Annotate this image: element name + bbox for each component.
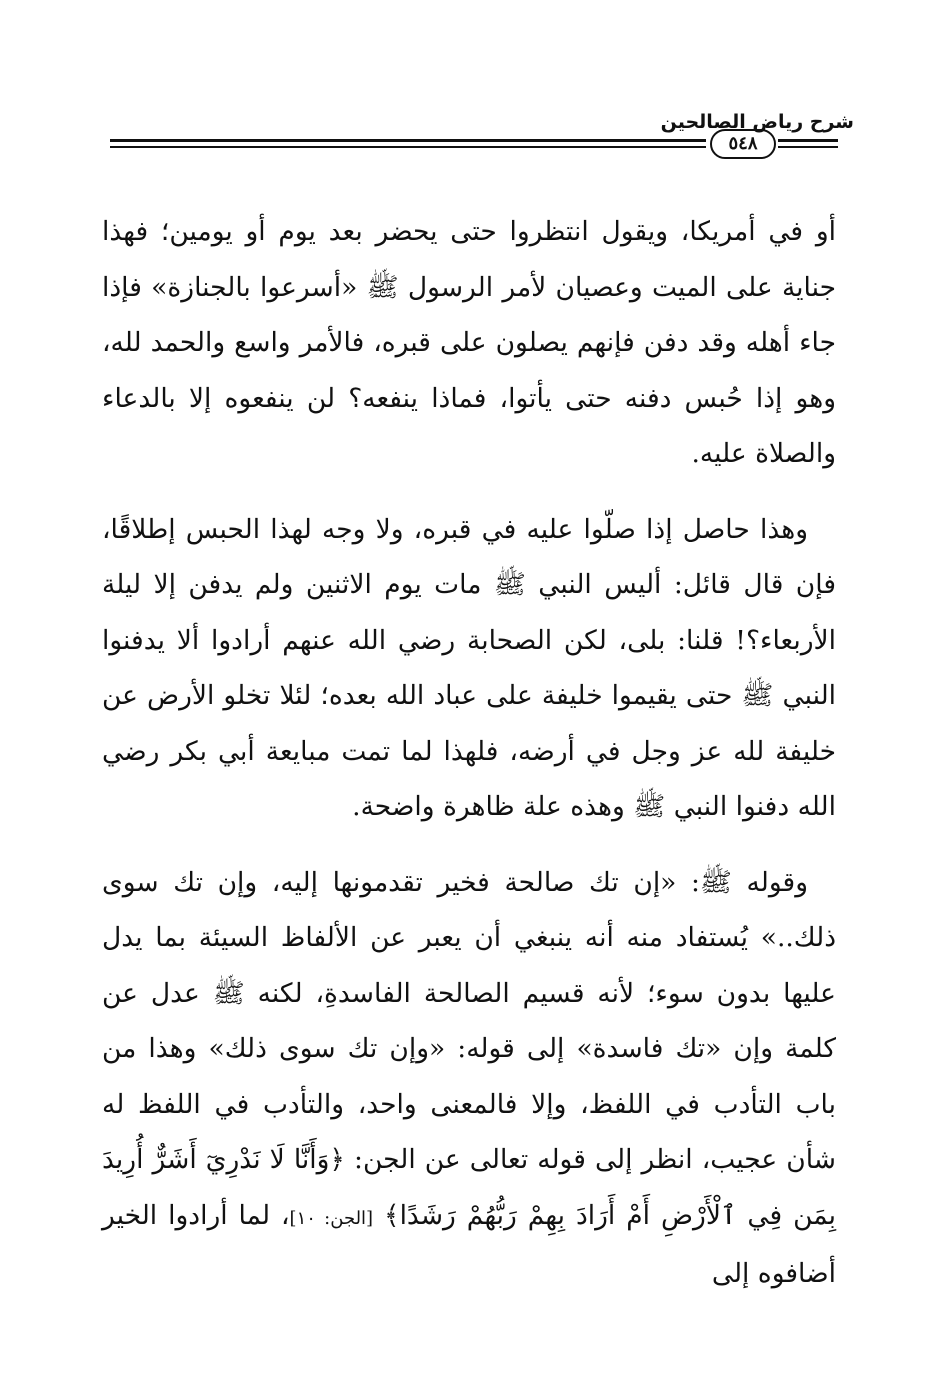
quran-verse: ﴿وَأَنَّا لَا نَدْرِيٓ أَشَرٌّ أُرِيدَ بِمَن فِي ٱلْأَرْضِ أَمْ أَرَادَ بِهِمْ رَبُّهُمْ رَشَدًا﴾ [102, 1144, 836, 1231]
paragraph-3-text: وقوله ﷺ: «إن تك صالحة فخير تقدمونها إليه، وإن تك سوى ذلك..» يُستفاد منه أنه ينبغي أن يعبر عن الألفاظ السيئة بما يدل عليها بدون سوء؛ لأنه قسيم الصالحة الفاسدةِ، لكنه ﷺ عدل عن كلمة وإن «تك فاسدة» إلى قوله: «وإن تك سوى ذلك» وهذا من باب التأدب في اللفظ، وإلا فالمعنى واحد، والتأدب في اللفظ له شأن عجيب، انظر إلى قوله تعالى عن الجن: [102, 866, 837, 1175]
paragraph-2: وهذا حاصل إذا صلّوا عليه في قبره، ولا وجه لهذا الحبس إطلاقًا، فإن قال قائل: أليس النبي ﷺ مات يوم الاثنين ولم يدفن إلا ليلة الأربعاء؟! قلنا: بلى، لكن الصحابة رضي الله عنهم أرادوا ألا يدفنوا النبي ﷺ حتى يقيموا خليفة على عباد الله بعده؛ لئلا تخلو الأرض عن خليفة لله عز وجل في أرضه، فلهذا لما تمت مبايعة أبي بكر رضي الله دفنوا النبي ﷺ وهذه علة ظاهرة واضحة. [102, 513, 836, 822]
paragraph-3 [102, 855, 836, 1302]
book-title: شرح رياض الصالحين [660, 111, 854, 133]
paragraph-3-tail: ، لما أرادوا الخير أضافوه إلى [102, 1199, 836, 1289]
page-body [102, 204, 836, 1302]
quran-citation: [الجن: ١٠] [289, 1207, 374, 1229]
header-rule-right [778, 139, 838, 148]
paragraph-1: أو في أمريكا، ويقول انتظروا حتى يحضر بعد يوم أو يومين؛ فهذا جناية على الميت وعصيان لأمر الرسول ﷺ «أسرعوا بالجنازة» فإذا جاء أهله وقد دفن فإنهم يصلون على قبره، فالأمر واسع والحمد لله، وهو إذا حُبس دفنه حتى يأتوا، فماذا ينفعه؟ لن ينفعوه إلا بالدعاء والصلاة عليه. [102, 216, 836, 469]
page-header [0, 0, 949, 170]
header-rule-left [110, 139, 706, 148]
page-number: ٥٤٨ [710, 129, 776, 159]
